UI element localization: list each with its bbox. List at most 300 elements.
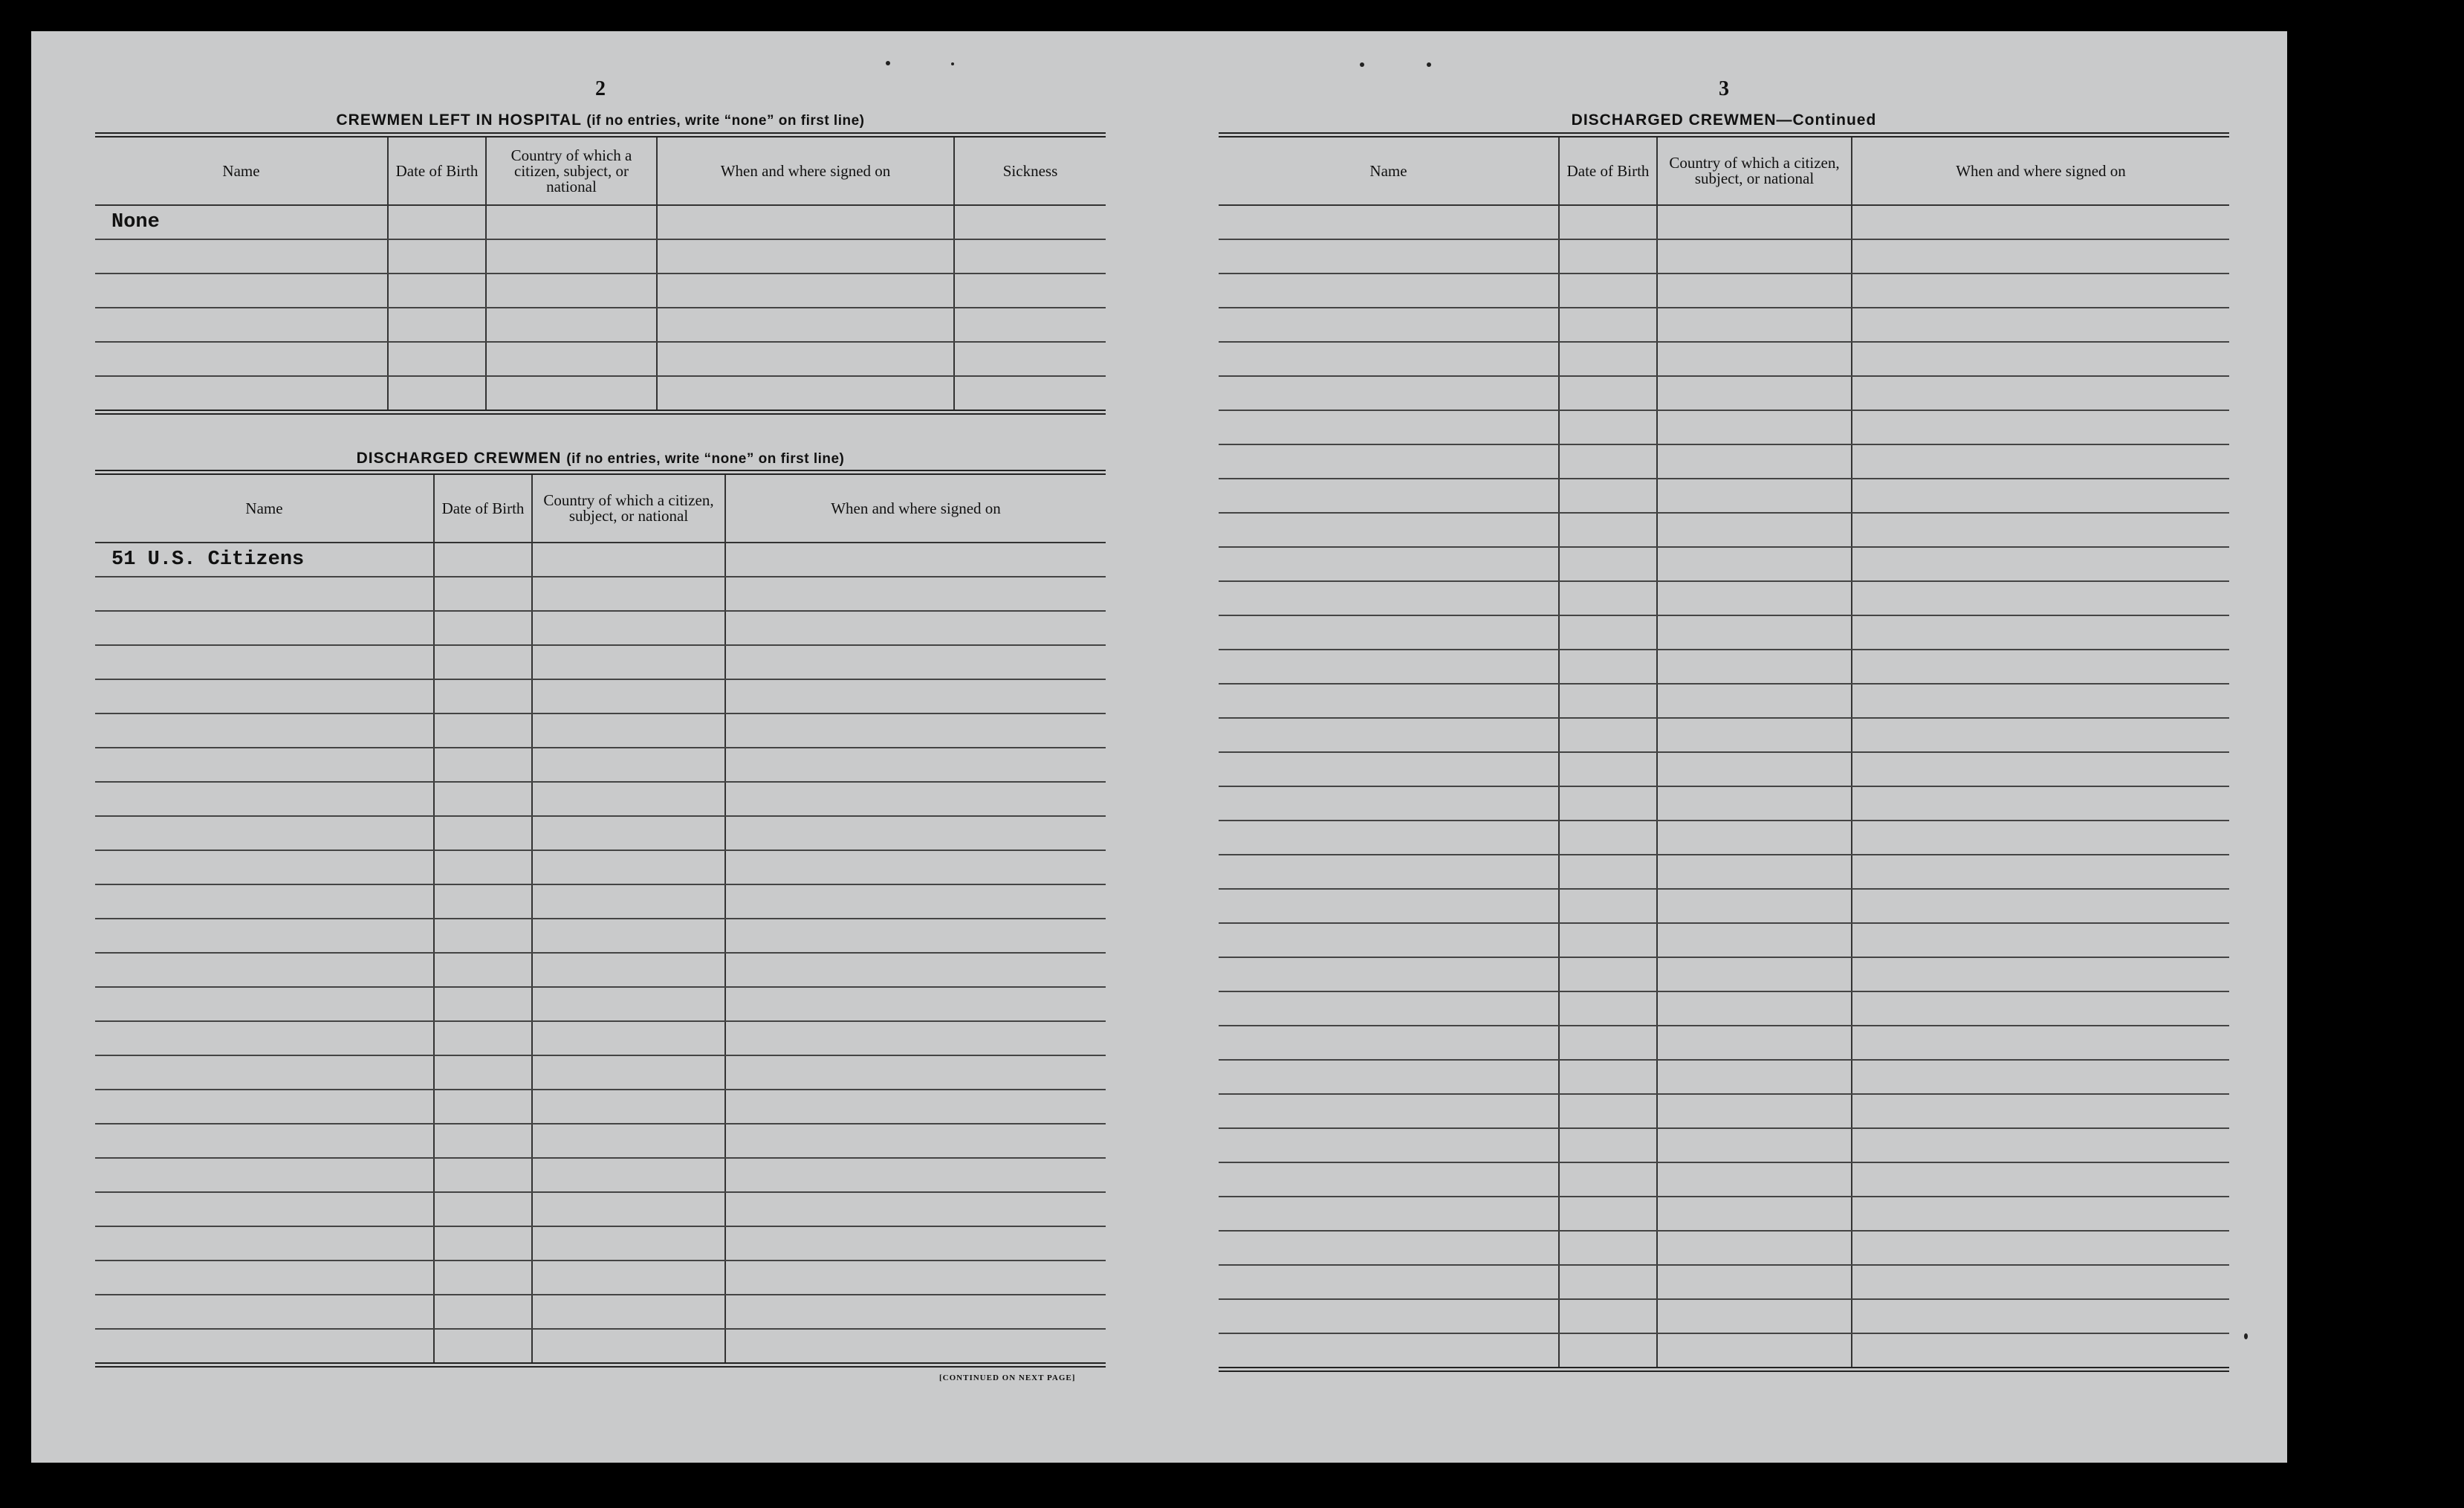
table-cell[interactable] <box>1852 650 2229 684</box>
table-cell[interactable] <box>1219 342 1559 376</box>
table-cell[interactable] <box>532 1158 725 1192</box>
table-cell[interactable] <box>725 577 1106 611</box>
table-cell[interactable] <box>434 611 532 645</box>
table-cell[interactable] <box>1852 410 2229 444</box>
table-cell[interactable] <box>95 679 434 713</box>
table-row <box>1219 855 2229 889</box>
table-cell[interactable] <box>1219 1299 1559 1333</box>
table-cell[interactable] <box>1657 1231 1852 1265</box>
table-cell[interactable]: None <box>95 205 388 239</box>
table-cell[interactable] <box>434 543 532 577</box>
table-cell[interactable] <box>1852 615 2229 650</box>
table-row <box>95 782 1106 816</box>
table-cell[interactable] <box>95 1226 434 1261</box>
table-cell[interactable] <box>1559 821 1657 855</box>
table-cell[interactable] <box>657 205 954 239</box>
table-cell[interactable] <box>1657 957 1852 991</box>
table-cell[interactable] <box>1852 1162 2229 1197</box>
table-cell[interactable] <box>1559 1265 1657 1299</box>
table-cell[interactable] <box>532 1295 725 1329</box>
table-cell[interactable] <box>1852 923 2229 957</box>
hospital-note: (if no entries, write “none” on first line) <box>586 113 865 129</box>
table-cell[interactable] <box>1657 1026 1852 1060</box>
table-cell[interactable] <box>1219 581 1559 615</box>
table-cell[interactable] <box>532 543 725 577</box>
table-cell[interactable] <box>725 1158 1106 1192</box>
table-cell[interactable] <box>388 342 486 376</box>
table-row <box>95 205 1106 239</box>
scan-speck <box>2244 1333 2248 1339</box>
table-cell[interactable] <box>725 1192 1106 1226</box>
table-cell[interactable] <box>1219 889 1559 923</box>
table-cell[interactable] <box>1219 479 1559 513</box>
table-cell[interactable] <box>1657 239 1852 274</box>
table-cell[interactable] <box>532 748 725 782</box>
table-cell[interactable] <box>95 376 388 412</box>
table-cell[interactable] <box>1657 855 1852 889</box>
table-cell[interactable] <box>532 679 725 713</box>
table-cell[interactable] <box>1219 1162 1559 1197</box>
discharged-note: (if no entries, write “none” on first line) <box>566 451 845 467</box>
table-cell[interactable] <box>95 1295 434 1329</box>
table-cell[interactable] <box>1852 342 2229 376</box>
table-row <box>1219 1094 2229 1128</box>
table-cell[interactable] <box>532 611 725 645</box>
table-cell[interactable] <box>434 953 532 987</box>
table-cell[interactable] <box>1219 444 1559 479</box>
table-cell[interactable] <box>95 611 434 645</box>
table-cell[interactable] <box>725 1329 1106 1365</box>
table-cell[interactable] <box>954 308 1106 342</box>
table-cell[interactable]: 51 U.S. Citizens <box>95 543 434 577</box>
table-cell[interactable] <box>532 782 725 816</box>
table-cell[interactable] <box>1852 1265 2229 1299</box>
table-cell[interactable] <box>1852 718 2229 752</box>
table-cell[interactable] <box>95 919 434 953</box>
table-cell[interactable] <box>1852 479 2229 513</box>
table-cell[interactable] <box>1219 615 1559 650</box>
table-cell[interactable] <box>1657 889 1852 923</box>
table-cell[interactable] <box>1219 684 1559 718</box>
table-cell[interactable] <box>532 953 725 987</box>
table-cell[interactable] <box>954 274 1106 308</box>
column-header: Name <box>95 473 434 543</box>
continued-table <box>1219 132 2229 1372</box>
table-cell[interactable] <box>657 308 954 342</box>
table-cell[interactable] <box>95 577 434 611</box>
table-cell[interactable] <box>95 816 434 850</box>
table-cell[interactable] <box>1219 376 1559 410</box>
table-cell[interactable] <box>725 919 1106 953</box>
table-cell[interactable] <box>434 1124 532 1158</box>
table-cell[interactable] <box>1852 991 2229 1026</box>
table-cell[interactable] <box>434 816 532 850</box>
table-cell[interactable] <box>1852 786 2229 821</box>
table-cell[interactable] <box>532 1124 725 1158</box>
table-cell[interactable] <box>1559 684 1657 718</box>
table-cell[interactable] <box>95 1021 434 1055</box>
table-cell[interactable] <box>434 645 532 679</box>
table-cell[interactable] <box>954 376 1106 412</box>
table-cell[interactable] <box>95 713 434 748</box>
table-cell[interactable] <box>1219 1333 1559 1370</box>
table-cell[interactable] <box>1657 1128 1852 1162</box>
table-cell[interactable] <box>725 987 1106 1021</box>
column-header: Date of Birth <box>1559 135 1657 206</box>
table-cell[interactable] <box>95 884 434 919</box>
table-cell[interactable] <box>657 239 954 274</box>
table-cell[interactable] <box>1559 752 1657 786</box>
table-cell[interactable] <box>725 1295 1106 1329</box>
table-row <box>1219 479 2229 513</box>
table-cell[interactable] <box>434 713 532 748</box>
table-cell[interactable] <box>1559 444 1657 479</box>
column-header: Country of which a citizen, subject, or national <box>486 135 657 206</box>
table-cell[interactable] <box>1219 1197 1559 1231</box>
table-cell[interactable] <box>1559 1026 1657 1060</box>
table-cell[interactable] <box>95 1261 434 1295</box>
table-cell[interactable] <box>1219 205 1559 239</box>
table-cell[interactable] <box>95 1192 434 1226</box>
table-cell[interactable] <box>1657 786 1852 821</box>
table-cell[interactable] <box>1559 957 1657 991</box>
table-cell[interactable] <box>532 645 725 679</box>
table-cell[interactable] <box>1852 444 2229 479</box>
table-cell[interactable] <box>1219 239 1559 274</box>
table-cell[interactable] <box>532 713 725 748</box>
table-cell[interactable] <box>1657 479 1852 513</box>
table-cell[interactable] <box>95 239 388 274</box>
table-cell[interactable] <box>1219 1128 1559 1162</box>
table-cell[interactable] <box>434 1261 532 1295</box>
table-cell[interactable] <box>725 816 1106 850</box>
table-cell[interactable] <box>1657 684 1852 718</box>
table-cell[interactable] <box>1852 821 2229 855</box>
table-cell[interactable] <box>1559 410 1657 444</box>
table-cell[interactable] <box>434 782 532 816</box>
table-cell[interactable] <box>1559 650 1657 684</box>
table-cell[interactable] <box>388 239 486 274</box>
table-row <box>1219 650 2229 684</box>
table-cell[interactable] <box>1219 650 1559 684</box>
table-cell[interactable] <box>954 239 1106 274</box>
table-cell[interactable] <box>725 543 1106 577</box>
table-cell[interactable] <box>1559 855 1657 889</box>
table-cell[interactable] <box>1219 1026 1559 1060</box>
table-cell[interactable] <box>1219 547 1559 581</box>
table-cell[interactable] <box>532 987 725 1021</box>
scan-speck <box>951 62 954 65</box>
table-cell[interactable] <box>434 577 532 611</box>
table-cell[interactable] <box>1657 1265 1852 1299</box>
table-cell[interactable] <box>1559 1197 1657 1231</box>
table-cell[interactable] <box>1559 308 1657 342</box>
table-cell[interactable] <box>1559 513 1657 547</box>
table-cell[interactable] <box>1559 1094 1657 1128</box>
table-cell[interactable] <box>95 645 434 679</box>
table-row <box>95 1261 1106 1295</box>
table-cell[interactable] <box>1657 342 1852 376</box>
table-cell[interactable] <box>1657 718 1852 752</box>
table-cell[interactable] <box>95 782 434 816</box>
table-cell[interactable] <box>1559 718 1657 752</box>
table-cell[interactable] <box>1559 342 1657 376</box>
table-row <box>95 611 1106 645</box>
table-cell[interactable] <box>1219 1060 1559 1094</box>
table-cell[interactable] <box>434 1158 532 1192</box>
table-cell[interactable] <box>1559 239 1657 274</box>
table-cell[interactable] <box>95 274 388 308</box>
table-cell[interactable] <box>388 205 486 239</box>
table-cell[interactable] <box>1219 718 1559 752</box>
table-cell[interactable] <box>1852 684 2229 718</box>
table-cell[interactable] <box>486 308 657 342</box>
continued-footer-note: [CONTINUED ON NEXT PAGE] <box>939 1373 1076 1382</box>
table-cell[interactable] <box>1559 991 1657 1026</box>
table-cell[interactable] <box>1219 752 1559 786</box>
table-cell[interactable] <box>1559 889 1657 923</box>
table-cell[interactable] <box>1657 615 1852 650</box>
table-cell[interactable] <box>1657 444 1852 479</box>
table-cell[interactable] <box>725 1226 1106 1261</box>
table-cell[interactable] <box>1852 752 2229 786</box>
table-cell[interactable] <box>1657 205 1852 239</box>
table-cell[interactable] <box>434 748 532 782</box>
table-cell[interactable] <box>1219 1231 1559 1265</box>
table-cell[interactable] <box>434 679 532 713</box>
table-row <box>95 987 1106 1021</box>
table-cell[interactable] <box>1219 991 1559 1026</box>
table-cell[interactable] <box>1559 1299 1657 1333</box>
table-cell[interactable] <box>434 1192 532 1226</box>
table-cell[interactable] <box>532 1261 725 1295</box>
table-cell[interactable] <box>1852 205 2229 239</box>
table-cell[interactable] <box>95 342 388 376</box>
table-cell[interactable] <box>434 884 532 919</box>
table-cell[interactable] <box>657 274 954 308</box>
table-cell[interactable] <box>1657 376 1852 410</box>
table-cell[interactable] <box>95 748 434 782</box>
table-cell[interactable] <box>95 1124 434 1158</box>
table-cell[interactable] <box>1559 615 1657 650</box>
table-cell[interactable] <box>657 342 954 376</box>
table-cell[interactable] <box>532 1055 725 1090</box>
table-cell[interactable] <box>95 1055 434 1090</box>
column-header: Name <box>95 135 388 206</box>
table-cell[interactable] <box>954 205 1106 239</box>
table-cell[interactable] <box>388 308 486 342</box>
table-cell[interactable] <box>532 1329 725 1365</box>
table-cell[interactable] <box>532 919 725 953</box>
table-cell[interactable] <box>532 1021 725 1055</box>
table-cell[interactable] <box>725 748 1106 782</box>
table-cell[interactable] <box>725 713 1106 748</box>
table-cell[interactable] <box>486 205 657 239</box>
table-cell[interactable] <box>1657 821 1852 855</box>
table-cell[interactable] <box>1559 479 1657 513</box>
table-cell[interactable] <box>1657 513 1852 547</box>
table-cell[interactable] <box>725 953 1106 987</box>
table-cell[interactable] <box>532 816 725 850</box>
table-cell[interactable] <box>388 274 486 308</box>
table-row <box>1219 923 2229 957</box>
table-cell[interactable] <box>1559 547 1657 581</box>
table-cell[interactable] <box>1657 923 1852 957</box>
table-cell[interactable] <box>1657 547 1852 581</box>
continued-section-title: DISCHARGED CREWMEN—Continued <box>1571 111 1877 129</box>
table-cell[interactable] <box>954 342 1106 376</box>
table-cell[interactable] <box>1657 1162 1852 1197</box>
table-row <box>95 645 1106 679</box>
table-cell[interactable] <box>434 1226 532 1261</box>
table-cell[interactable] <box>1657 1060 1852 1094</box>
table-cell[interactable] <box>1559 1128 1657 1162</box>
table-cell[interactable] <box>1219 923 1559 957</box>
table-cell[interactable] <box>725 1090 1106 1124</box>
table-row <box>1219 1128 2229 1162</box>
table-cell[interactable] <box>725 1021 1106 1055</box>
table-cell[interactable] <box>1559 205 1657 239</box>
table-row <box>95 1124 1106 1158</box>
table-cell[interactable] <box>95 850 434 884</box>
table-cell[interactable] <box>95 953 434 987</box>
table-cell[interactable] <box>1559 1231 1657 1265</box>
table-cell[interactable] <box>725 1055 1106 1090</box>
table-cell[interactable] <box>1852 1128 2229 1162</box>
table-cell[interactable] <box>434 919 532 953</box>
table-cell[interactable] <box>434 1090 532 1124</box>
table-cell[interactable] <box>532 850 725 884</box>
table-cell[interactable] <box>1219 513 1559 547</box>
table-cell[interactable] <box>486 239 657 274</box>
table-cell[interactable] <box>434 850 532 884</box>
table-cell[interactable] <box>532 577 725 611</box>
table-cell[interactable] <box>1852 1026 2229 1060</box>
table-cell[interactable] <box>1852 855 2229 889</box>
table-cell[interactable] <box>486 274 657 308</box>
table-cell[interactable] <box>1852 239 2229 274</box>
table-cell[interactable] <box>95 308 388 342</box>
table-cell[interactable] <box>1657 308 1852 342</box>
table-cell[interactable] <box>1852 581 2229 615</box>
table-cell[interactable] <box>725 1261 1106 1295</box>
table-cell[interactable] <box>1852 889 2229 923</box>
table-row <box>95 342 1106 376</box>
table-cell[interactable] <box>1559 274 1657 308</box>
table-cell[interactable] <box>725 1124 1106 1158</box>
table-cell[interactable] <box>1852 1231 2229 1265</box>
table-cell[interactable] <box>486 376 657 412</box>
table-cell[interactable] <box>1852 376 2229 410</box>
table-cell[interactable] <box>1657 1094 1852 1128</box>
table-cell[interactable] <box>434 1295 532 1329</box>
table-cell[interactable] <box>532 884 725 919</box>
table-cell[interactable] <box>95 1158 434 1192</box>
table-cell[interactable] <box>1852 1060 2229 1094</box>
table-cell[interactable] <box>532 1226 725 1261</box>
table-cell[interactable] <box>95 987 434 1021</box>
table-cell[interactable] <box>1852 308 2229 342</box>
table-row <box>1219 786 2229 821</box>
table-cell[interactable] <box>434 1055 532 1090</box>
table-row <box>1219 1265 2229 1299</box>
table-cell[interactable] <box>434 1021 532 1055</box>
table-cell[interactable] <box>1657 1333 1852 1370</box>
table-cell[interactable] <box>1657 752 1852 786</box>
table-cell[interactable] <box>1657 991 1852 1026</box>
table-cell[interactable] <box>725 782 1106 816</box>
table-cell[interactable] <box>725 611 1106 645</box>
table-cell[interactable] <box>1559 376 1657 410</box>
table-cell[interactable] <box>657 376 954 412</box>
table-cell[interactable] <box>1559 581 1657 615</box>
table-cell[interactable] <box>725 850 1106 884</box>
table-cell[interactable] <box>95 1329 434 1365</box>
table-cell[interactable] <box>1219 1094 1559 1128</box>
table-row <box>95 884 1106 919</box>
table-cell[interactable] <box>95 1090 434 1124</box>
table-cell[interactable] <box>1852 1299 2229 1333</box>
table-cell[interactable] <box>388 376 486 412</box>
table-cell[interactable] <box>1219 855 1559 889</box>
table-cell[interactable] <box>532 1192 725 1226</box>
table-cell[interactable] <box>1852 274 2229 308</box>
table-cell[interactable] <box>1559 786 1657 821</box>
table-cell[interactable] <box>1657 1299 1852 1333</box>
table-row <box>1219 1299 2229 1333</box>
table-cell[interactable] <box>1559 1333 1657 1370</box>
table-cell[interactable] <box>1219 308 1559 342</box>
column-header: Country of which a citizen, subject, or national <box>532 473 725 543</box>
table-cell[interactable] <box>1657 650 1852 684</box>
table-cell[interactable] <box>1852 547 2229 581</box>
table-cell[interactable] <box>1657 410 1852 444</box>
table-row <box>1219 547 2229 581</box>
table-cell[interactable] <box>1559 923 1657 957</box>
table-cell[interactable] <box>725 645 1106 679</box>
table-cell[interactable] <box>532 1090 725 1124</box>
table-cell[interactable] <box>1852 513 2229 547</box>
table-cell[interactable] <box>1852 1333 2229 1370</box>
table-cell[interactable] <box>1559 1162 1657 1197</box>
table-cell[interactable] <box>434 1329 532 1365</box>
table-cell[interactable] <box>1219 821 1559 855</box>
table-cell[interactable] <box>1219 1265 1559 1299</box>
table-cell[interactable] <box>1852 1094 2229 1128</box>
scan-speck <box>1360 62 1364 67</box>
table-cell[interactable] <box>1657 274 1852 308</box>
table-cell[interactable] <box>1559 1060 1657 1094</box>
table-cell[interactable] <box>1852 1197 2229 1231</box>
table-cell[interactable] <box>486 342 657 376</box>
table-cell[interactable] <box>725 884 1106 919</box>
table-cell[interactable] <box>1657 1197 1852 1231</box>
table-cell[interactable] <box>1219 410 1559 444</box>
table-cell[interactable] <box>1219 786 1559 821</box>
table-row <box>1219 444 2229 479</box>
table-cell[interactable] <box>1219 274 1559 308</box>
page-number: 3 <box>1719 77 1729 100</box>
table-cell[interactable] <box>725 679 1106 713</box>
table-cell[interactable] <box>1219 957 1559 991</box>
table-cell[interactable] <box>434 987 532 1021</box>
table-row <box>95 1021 1106 1055</box>
table-cell[interactable] <box>1657 581 1852 615</box>
hospital-title: CREWMEN LEFT IN HOSPITAL <box>336 111 582 129</box>
table-row <box>95 239 1106 274</box>
table-cell[interactable] <box>1852 957 2229 991</box>
column-header: Date of Birth <box>434 473 532 543</box>
